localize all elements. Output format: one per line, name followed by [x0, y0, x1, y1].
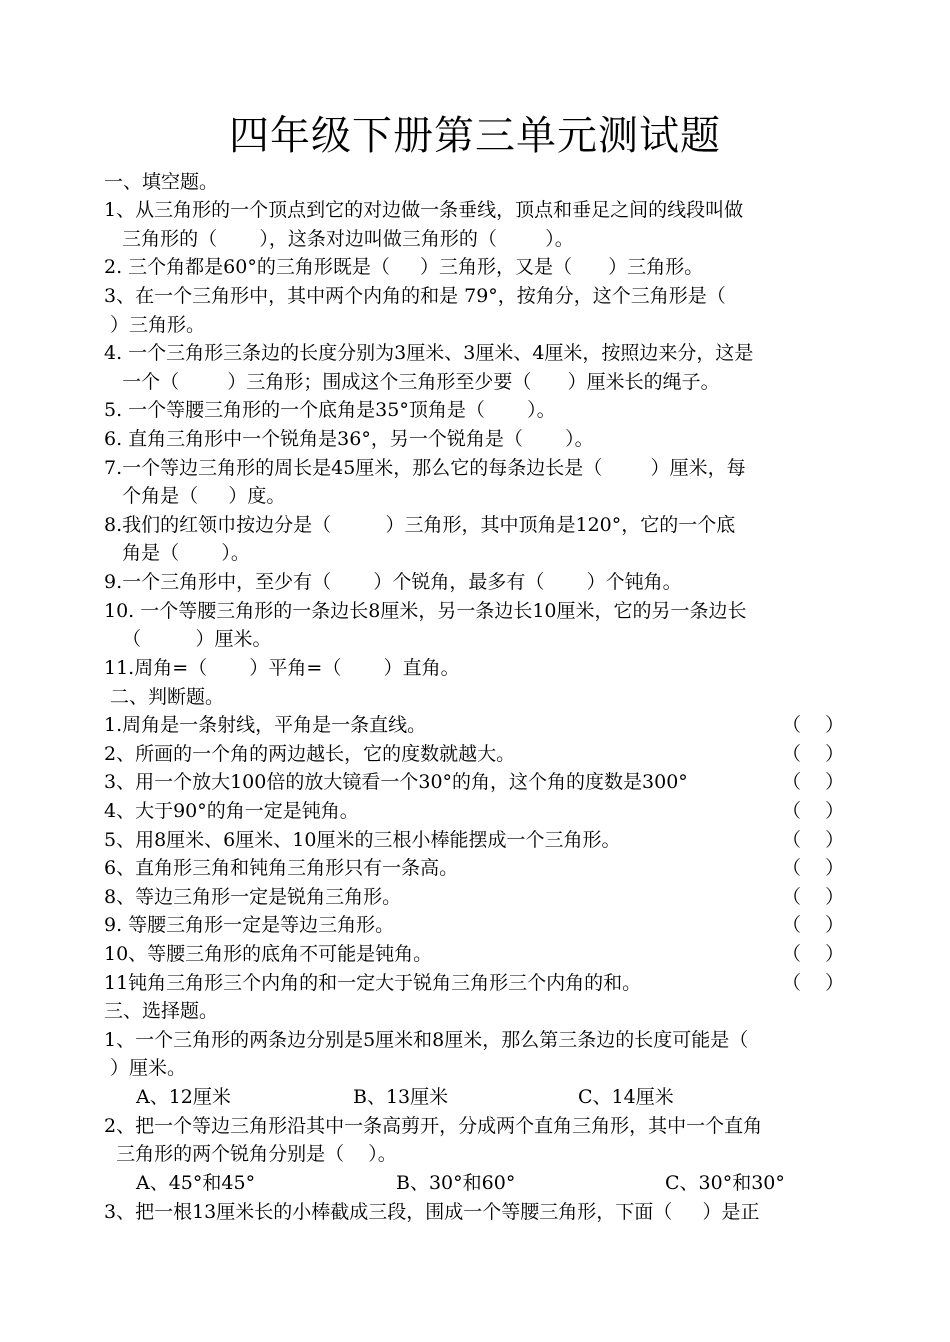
fill-line: 8.我们的红领巾按边分是（ ）三角形，其中顶角是120°，它的一个底 [104, 514, 736, 536]
judge-item: 11钝角三角形三个内角的和一定大于锐角三角形三个内角的和。 [104, 972, 642, 994]
fill-line: 三角形的（ ），这条对边叫做三角形的（ ）。 [104, 228, 574, 250]
fill-line: 9.一个三角形中，至少有（ ）个锐角，最多有（ ）个钝角。 [104, 571, 682, 593]
section-heading-fill: 一、填空题。 [104, 171, 219, 193]
fill-line: 个角是（ ）度。 [104, 485, 286, 507]
answer-bracket: （ ） [782, 714, 845, 736]
fill-line: 4. 一个三角形三条边的长度分别为3厘米、3厘米、4厘米，按照边来分，这是 [104, 342, 754, 364]
choice-question: 1、一个三角形的两条边分别是5厘米和8厘米，那么第三条边的长度可能是（ [104, 1029, 749, 1051]
answer-bracket: （ ） [782, 914, 845, 936]
section-heading-judge: 二、判断题。 [104, 686, 225, 708]
fill-line: 一个（ ）三角形；围成这个三角形至少要（ ）厘米长的绳子。 [104, 371, 720, 393]
fill-line: 10. 一个等腰三角形的一条边长8厘米，另一条边长10厘米，它的另一条边长 [104, 600, 747, 622]
answer-bracket: （ ） [782, 972, 845, 994]
answer-bracket: （ ） [782, 829, 845, 851]
fill-line: ）三角形。 [104, 314, 206, 336]
choice-option-c: C、30°和30° [665, 1172, 785, 1194]
judge-item: 6、直角形三角和钝角三角形只有一条高。 [104, 857, 459, 879]
answer-bracket: （ ） [782, 743, 845, 765]
judge-item: 5、用8厘米、6厘米、10厘米的三根小棒能摆成一个三角形。 [104, 829, 621, 851]
answer-bracket: （ ） [782, 886, 845, 908]
judge-item: 4、大于90°的角一定是钝角。 [104, 800, 359, 822]
answer-bracket: （ ） [782, 857, 845, 879]
choice-option-a: A、45°和45° [136, 1172, 256, 1194]
answer-bracket: （ ） [782, 771, 845, 793]
judge-item: 10、等腰三角形的底角不可能是钝角。 [104, 943, 433, 965]
fill-line: 1、从三角形的一个顶点到它的对边做一条垂线，顶点和垂足之间的线段叫做 [104, 199, 744, 221]
fill-line: 11.周角=（ ）平角=（ ）直角。 [104, 657, 460, 679]
fill-line: （ ）厘米。 [104, 628, 272, 650]
judge-item: 3、用一个放大100倍的放大镜看一个30°的角，这个角的度数是300° [104, 771, 688, 793]
choice-question: 三角形的两个锐角分别是（ ）。 [104, 1143, 397, 1165]
judge-item: 9. 等腰三角形一定是等边三角形。 [104, 914, 395, 936]
choice-question: 2、把一个等边三角形沿其中一条高剪开，分成两个直角三角形，其中一个直角 [104, 1115, 763, 1137]
choice-question: 3、把一根13厘米长的小棒截成三段，围成一个等腰三角形，下面（ ）是正 [104, 1201, 760, 1223]
fill-line: 7.一个等边三角形的周长是45厘米，那么它的每条边长是（ ）厘米，每 [104, 457, 746, 479]
fill-line: 3、在一个三角形中，其中两个内角的和是 79°，按角分，这个三角形是（ [104, 285, 726, 307]
choice-option-c: C、14厘米 [578, 1086, 674, 1108]
fill-line: 角是（ ）。 [104, 542, 250, 564]
choice-option-b: B、30°和60° [396, 1172, 516, 1194]
fill-line: 2. 三个角都是60°的三角形既是（ ）三角形，又是（ ）三角形。 [104, 256, 704, 278]
answer-bracket: （ ） [782, 943, 845, 965]
judge-item: 1.周角是一条射线，平角是一条直线。 [104, 714, 427, 736]
choice-option-b: B、13厘米 [353, 1086, 449, 1108]
judge-item: 8、等边三角形一定是锐角三角形。 [104, 886, 402, 908]
section-heading-choice: 三、选择题。 [104, 1000, 219, 1022]
fill-line: 6. 直角三角形中一个锐角是36°，另一个锐角是（ ）。 [104, 428, 594, 450]
judge-item: 2、所画的一个角的两边越长，它的度数就越大。 [104, 743, 516, 765]
answer-bracket: （ ） [782, 800, 845, 822]
choice-question: ）厘米。 [104, 1057, 187, 1079]
fill-line: 5. 一个等腰三角形的一个底角是35°顶角是（ ）。 [104, 399, 556, 421]
choice-option-a: A、12厘米 [136, 1086, 231, 1108]
page-title: 四年级下册第三单元测试题 [229, 113, 721, 159]
